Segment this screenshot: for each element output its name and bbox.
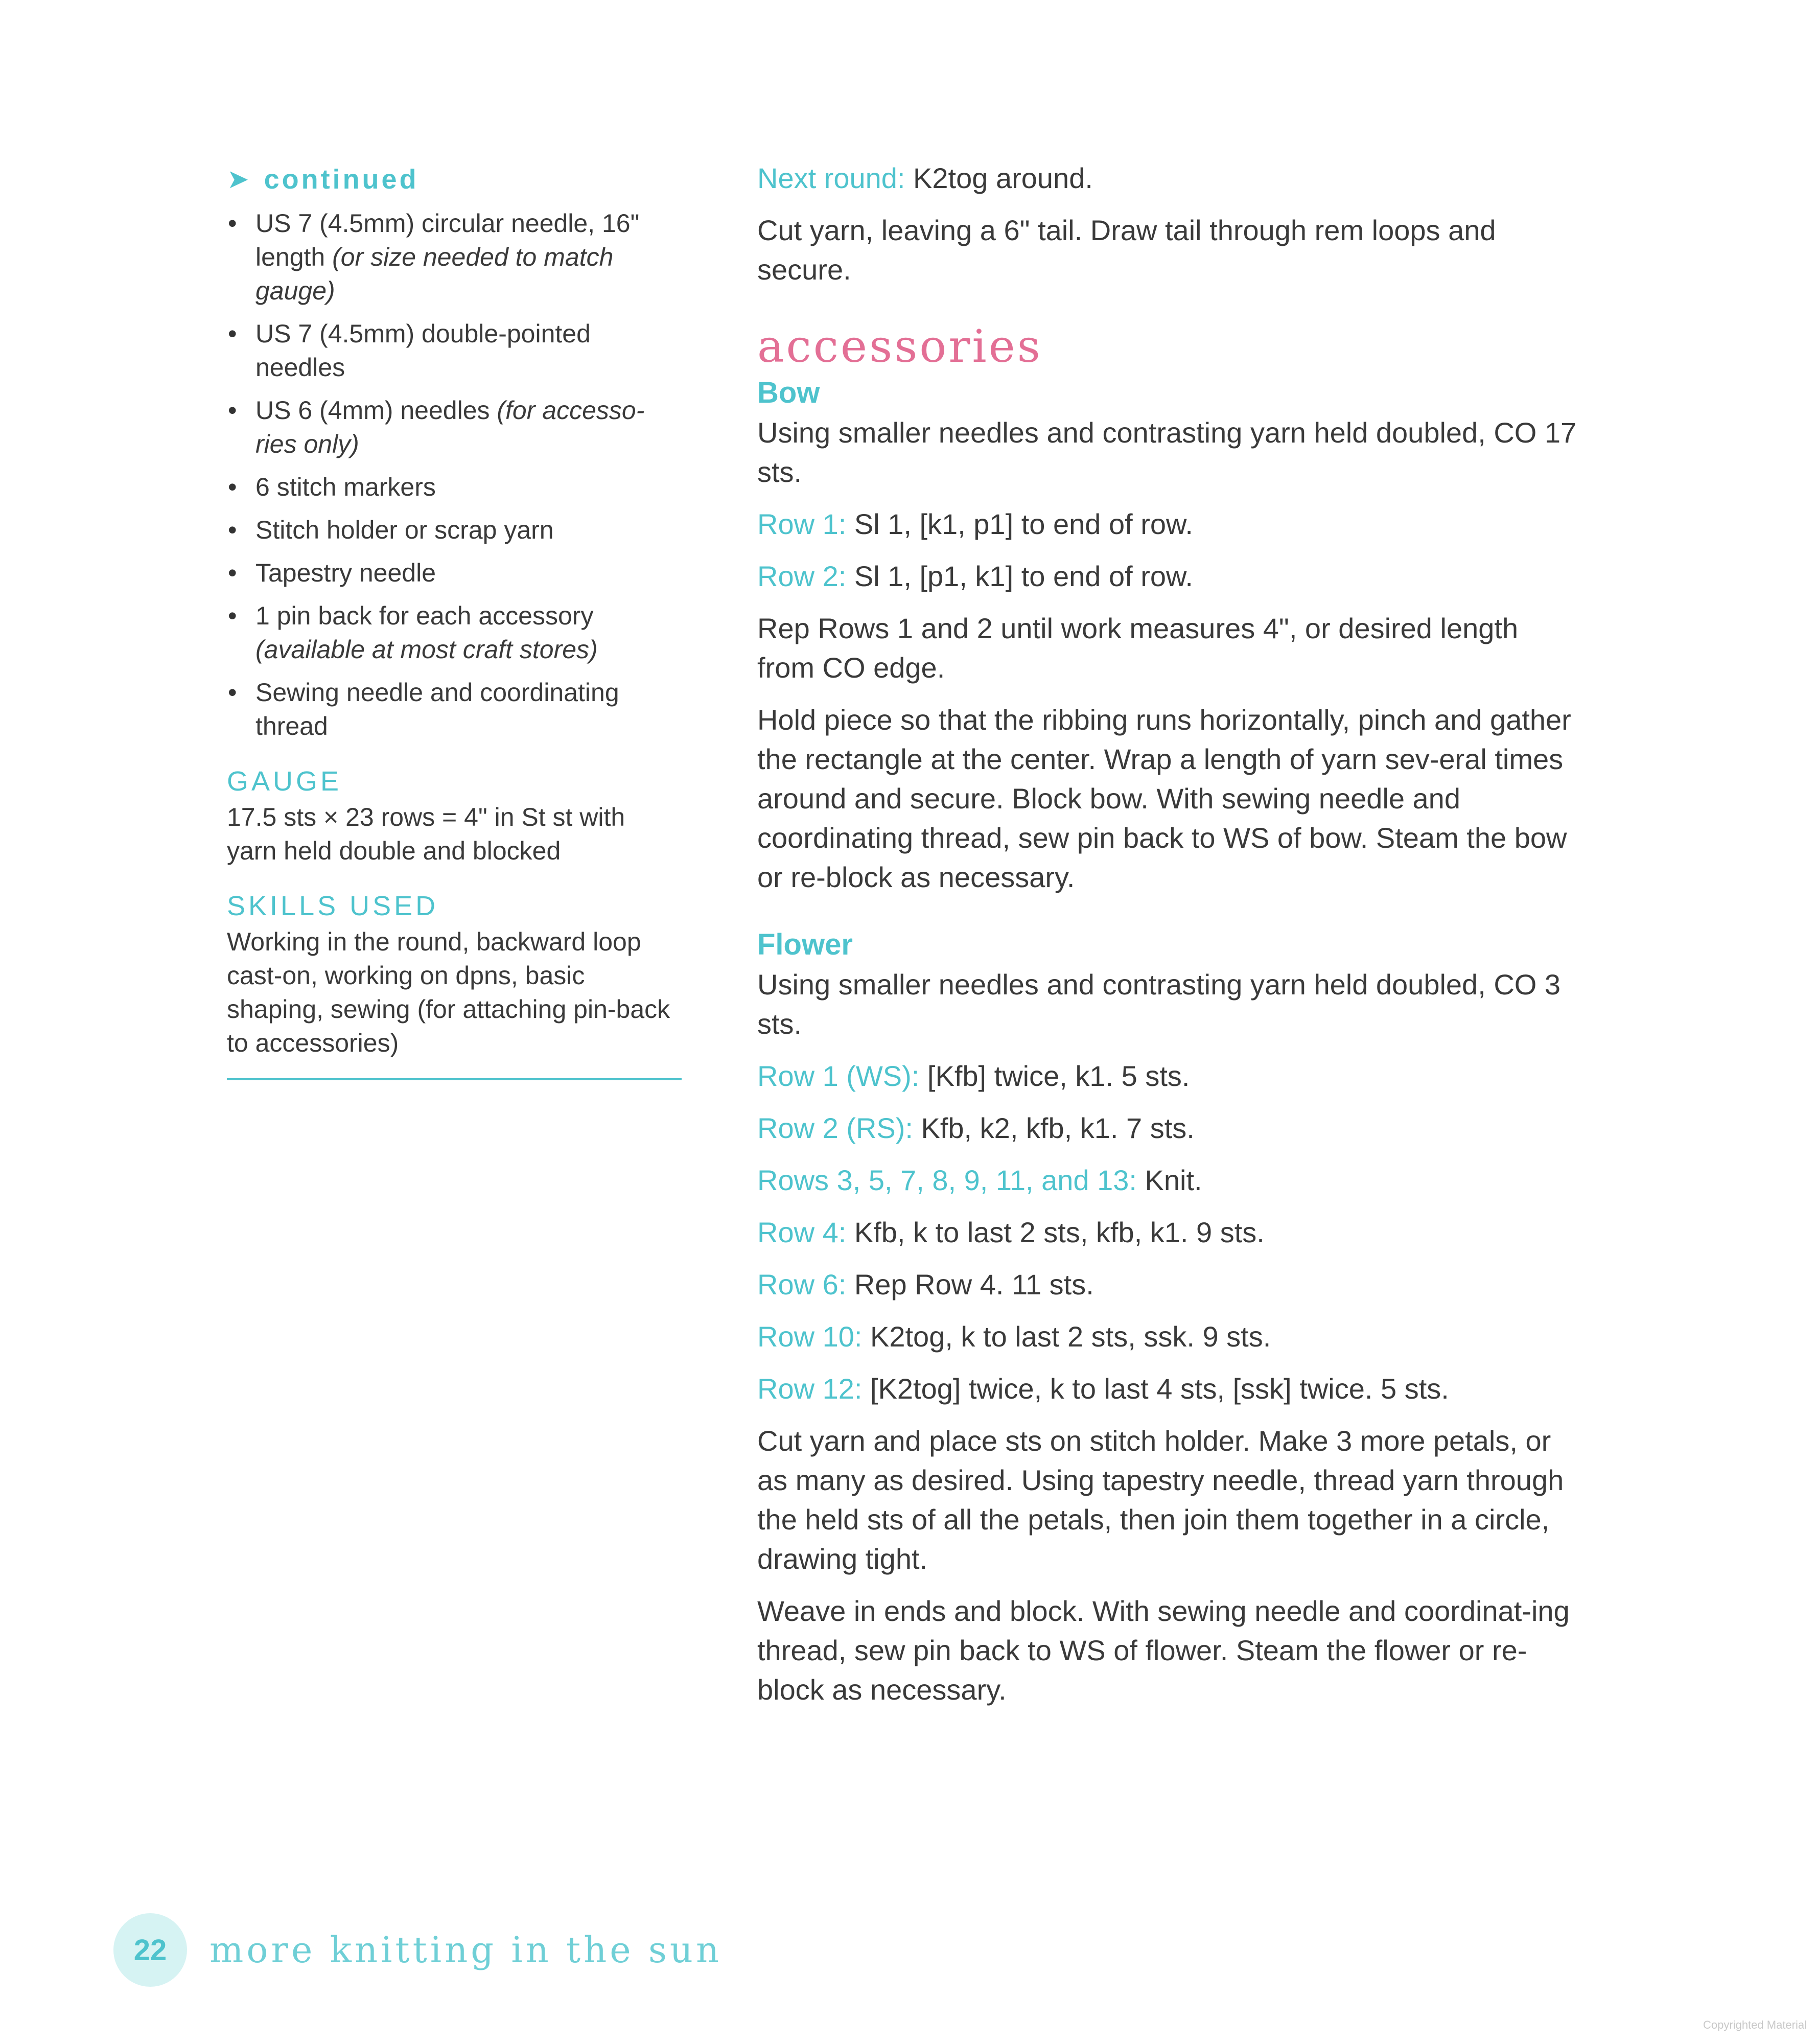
copyright-notice: Copyrighted Material [1703, 2018, 1807, 2031]
bow-finishing: Hold piece so that the ribbing runs horizontally, pinch and gather the rectangle at the center. Wrap a length of yarn sev-eral times around and secure. Block bow. With sewing needle and coordinating thread, sew pin back to WS of bow. Steam the bow or re-block as necessary. [757, 704, 1571, 893]
materials-sidebar [227, 164, 682, 1080]
bow-row [757, 556, 1580, 596]
list-item [227, 206, 682, 308]
gauge-heading: GAUGE [227, 766, 342, 797]
row-label: Row 4: [757, 1216, 847, 1248]
list-item [227, 317, 682, 384]
material-note: (or size needed to match gauge) [255, 243, 614, 305]
row-label: Row 6: [757, 1268, 847, 1300]
book-title: more knitting in the sun [209, 1929, 723, 1971]
material-note: (available at most craft stores) [255, 635, 598, 664]
row-label: Row 2 (RS): [757, 1112, 913, 1144]
flower-petals: Cut yarn and place sts on stitch holder. Make 3 more petals, or as many as desired. Using tapestry needle, thread yarn through the held sts of all the petals, then join them together in a circle, drawing tight. [757, 1425, 1564, 1575]
material-text: US 7 (4.5mm) circular needle, 16" length [255, 209, 640, 271]
pattern-instructions [757, 158, 1580, 1722]
gauge-text: 17.5 sts × 23 rows = 4" in St st with yarn held double and blocked [227, 803, 625, 865]
material-text: Tapestry needle [255, 559, 436, 587]
flower-row [757, 1317, 1580, 1356]
material-text: Stitch holder or scrap yarn [255, 516, 554, 544]
bow-intro: Using smaller needles and contrasting yarn held doubled, CO 17 sts. [757, 416, 1577, 488]
bow-row [757, 504, 1580, 544]
section-title: accessories [757, 320, 1042, 373]
list-item [227, 470, 682, 504]
list-item [227, 599, 682, 666]
cut-yarn-paragraph: Cut yarn, leaving a 6" tail. Draw tail through rem loops and secure. [757, 214, 1496, 286]
flower-heading: Flower [757, 928, 853, 961]
row-label: Row 1: [757, 508, 847, 540]
row-label: Row 10: [757, 1320, 863, 1353]
flower-row [757, 1160, 1580, 1200]
continued-label: continued [264, 164, 419, 195]
row-label: Rows 3, 5, 7, 8, 9, 11, and 13: [757, 1164, 1137, 1196]
row-text: Sl 1, [k1, p1] to end of row. [846, 508, 1193, 540]
list-item [227, 393, 682, 461]
material-text: US 6 (4mm) needles [255, 396, 497, 425]
flower-row [757, 1108, 1580, 1148]
row-label: Row 2: [757, 560, 847, 592]
row-label: Row 12: [757, 1373, 863, 1405]
arrow-right-icon: ➤ [227, 165, 252, 194]
row-text: K2tog, k to last 2 sts, ssk. 9 sts. [862, 1320, 1271, 1353]
list-item [227, 513, 682, 547]
next-round-line [757, 158, 1580, 198]
continued-heading [227, 164, 682, 195]
row-text: Rep Row 4. 11 sts. [846, 1268, 1094, 1300]
row-text: Knit. [1136, 1164, 1202, 1196]
row-label: Row 1 (WS): [757, 1060, 920, 1092]
bow-heading: Bow [757, 376, 820, 409]
row-label: Next round: [757, 162, 905, 194]
material-text: 1 pin back for each accessory [255, 601, 594, 630]
skills-heading: SKILLS USED [227, 891, 439, 921]
row-text: Kfb, k to last 2 sts, kfb, k1. 9 sts. [846, 1216, 1265, 1248]
row-text: K2tog around. [905, 162, 1093, 194]
flower-intro: Using smaller needles and contrasting yarn held doubled, CO 3 sts. [757, 968, 1561, 1040]
materials-list [227, 206, 682, 743]
bow-repeat: Rep Rows 1 and 2 until work measures 4", or desired length from CO edge. [757, 612, 1519, 684]
list-item [227, 556, 682, 590]
material-text: Sewing needle and coordinating thread [255, 678, 619, 740]
row-text: Sl 1, [p1, k1] to end of row. [846, 560, 1193, 592]
sidebar-divider [227, 1078, 682, 1080]
material-text: 6 stitch markers [255, 473, 436, 501]
material-note: (for accesso-ries only) [255, 396, 645, 458]
row-text: [Kfb] twice, k1. 5 sts. [919, 1060, 1190, 1092]
list-item [227, 676, 682, 743]
flower-row [757, 1213, 1580, 1252]
row-text: [K2tog] twice, k to last 4 sts, [ssk] twice. 5 sts. [862, 1373, 1449, 1405]
flower-row [757, 1056, 1580, 1096]
row-text: Kfb, k2, kfb, k1. 7 sts. [913, 1112, 1195, 1144]
flower-row [757, 1265, 1580, 1304]
material-text: US 7 (4.5mm) double-pointed needles [255, 319, 591, 382]
skills-text: Working in the round, backward loop cast-on, working on dpns, basic shaping, sewing (for attaching pin-back to accessories) [227, 927, 670, 1057]
page-number: 22 [113, 1913, 187, 1987]
flower-row [757, 1369, 1580, 1408]
page-footer [113, 1913, 722, 1987]
flower-finishing: Weave in ends and block. With sewing needle and coordinat-ing thread, sew pin back to WS of flower. Steam the flower or re-block as necessary. [757, 1595, 1570, 1706]
